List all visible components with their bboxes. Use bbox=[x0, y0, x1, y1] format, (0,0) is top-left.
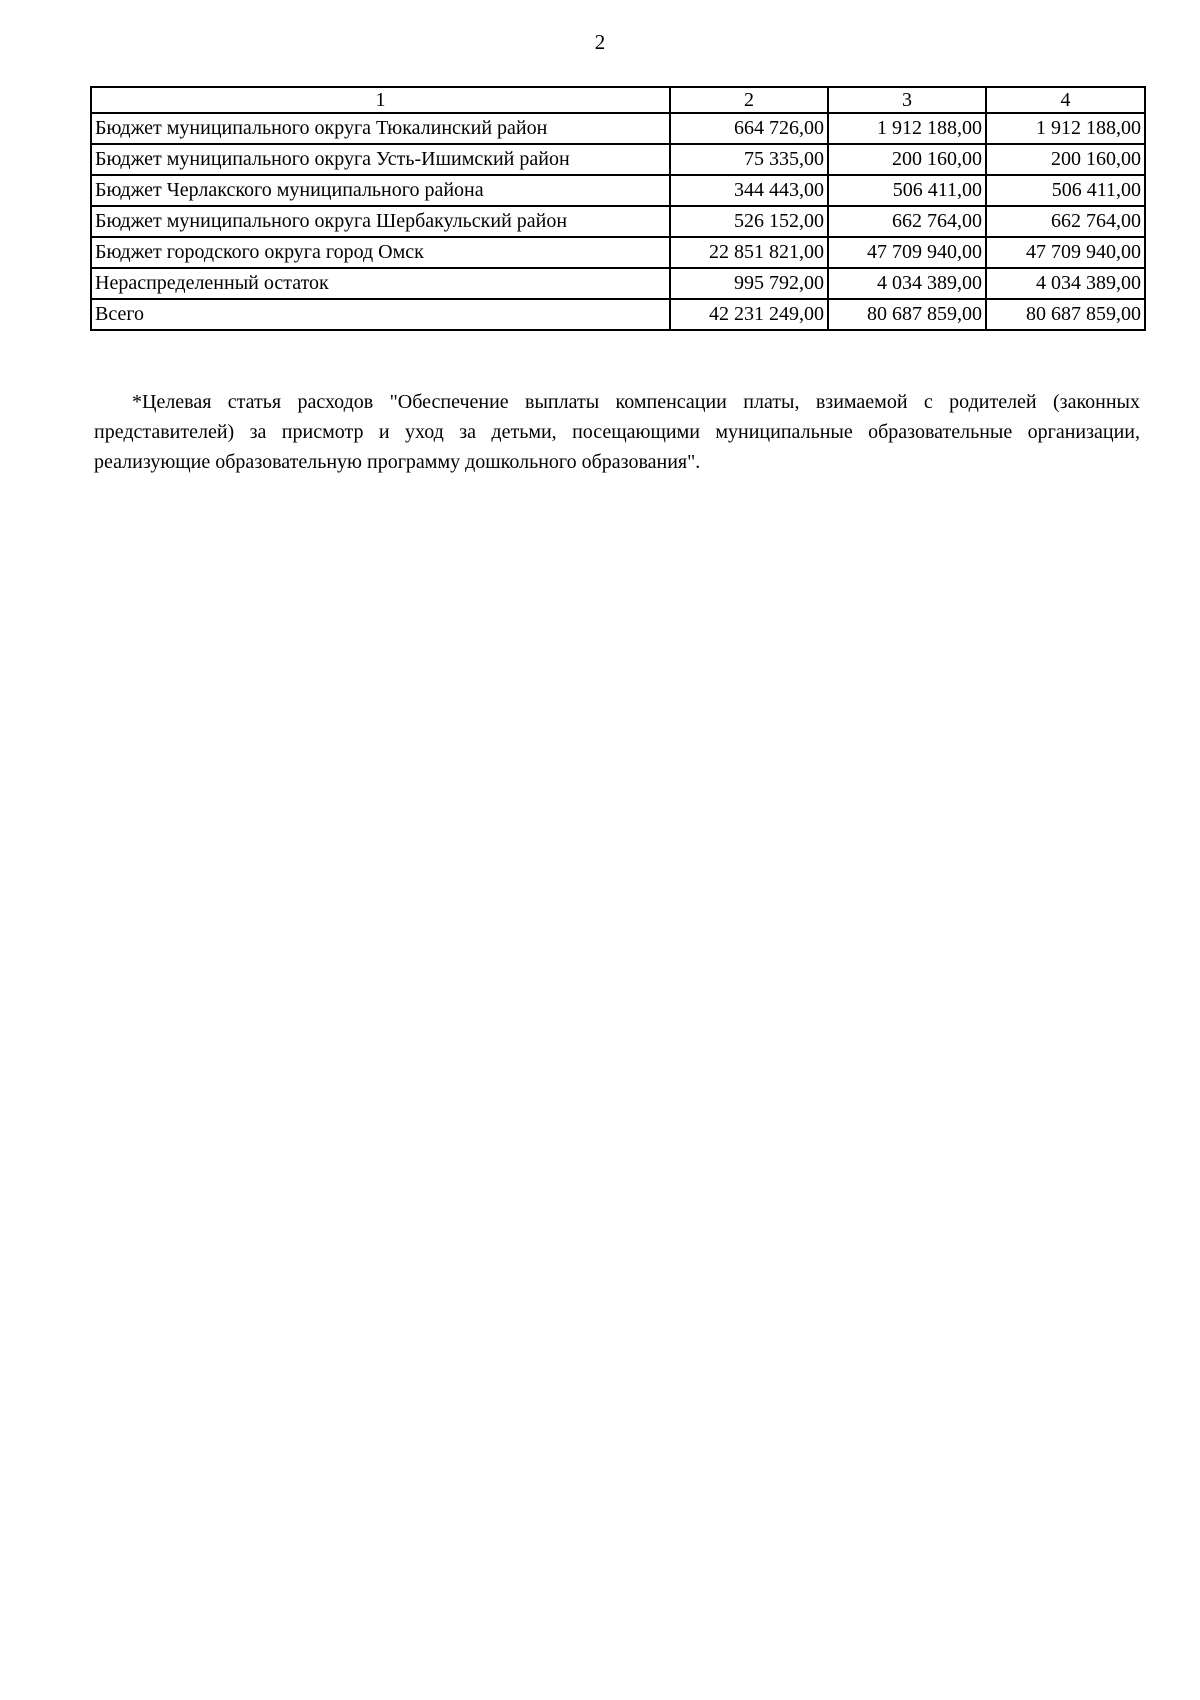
column-header: 1 bbox=[91, 87, 670, 113]
column-header: 4 bbox=[986, 87, 1145, 113]
budget-name-cell: Бюджет Черлакского муниципального района bbox=[91, 175, 670, 206]
value-cell: 506 411,00 bbox=[828, 175, 986, 206]
table-total-row bbox=[91, 299, 1145, 330]
budget-name-cell: Бюджет муниципального округа Шербакульский район bbox=[91, 206, 670, 237]
value-cell: 344 443,00 bbox=[670, 175, 828, 206]
value-cell: 662 764,00 bbox=[828, 206, 986, 237]
page-number: 2 bbox=[594, 30, 606, 54]
budget-name-cell: Бюджет муниципального округа Тюкалинский район bbox=[91, 113, 670, 144]
budget-name-cell: Бюджет муниципального округа Усть-Ишимский район bbox=[91, 144, 670, 175]
value-cell: 200 160,00 bbox=[828, 144, 986, 175]
value-cell: 662 764,00 bbox=[986, 206, 1145, 237]
column-header: 3 bbox=[828, 87, 986, 113]
total-value-cell: 42 231 249,00 bbox=[670, 299, 828, 330]
table-row bbox=[91, 113, 1145, 144]
column-header: 2 bbox=[670, 87, 828, 113]
budget-table bbox=[90, 86, 1146, 331]
table-row bbox=[91, 144, 1145, 175]
value-cell: 664 726,00 bbox=[670, 113, 828, 144]
budget-name-cell: Бюджет городского округа город Омск bbox=[91, 237, 670, 268]
budget-name-cell: Нераспределенный остаток bbox=[91, 268, 670, 299]
value-cell: 506 411,00 bbox=[986, 175, 1145, 206]
total-label-cell: Всего bbox=[91, 299, 670, 330]
value-cell: 526 152,00 bbox=[670, 206, 828, 237]
value-cell: 75 335,00 bbox=[670, 144, 828, 175]
total-value-cell: 80 687 859,00 bbox=[828, 299, 986, 330]
value-cell: 200 160,00 bbox=[986, 144, 1145, 175]
footnote: *Целевая статья расходов "Обеспечение выплаты компенсации платы, взимаемой с родителей (законных представителей) за присмотр и уход за детьми, посещающими муниципальные образовательные организации, реализующие образовательную программу дошкольного образования". bbox=[94, 391, 1140, 473]
table-row bbox=[91, 175, 1145, 206]
table-header-row bbox=[91, 87, 1145, 113]
value-cell: 47 709 940,00 bbox=[986, 237, 1145, 268]
value-cell: 1 912 188,00 bbox=[986, 113, 1145, 144]
total-value-cell: 80 687 859,00 bbox=[986, 299, 1145, 330]
table-row bbox=[91, 206, 1145, 237]
value-cell: 1 912 188,00 bbox=[828, 113, 986, 144]
table-row bbox=[91, 237, 1145, 268]
value-cell: 22 851 821,00 bbox=[670, 237, 828, 268]
value-cell: 995 792,00 bbox=[670, 268, 828, 299]
table-row bbox=[91, 268, 1145, 299]
value-cell: 4 034 389,00 bbox=[828, 268, 986, 299]
value-cell: 47 709 940,00 bbox=[828, 237, 986, 268]
value-cell: 4 034 389,00 bbox=[986, 268, 1145, 299]
